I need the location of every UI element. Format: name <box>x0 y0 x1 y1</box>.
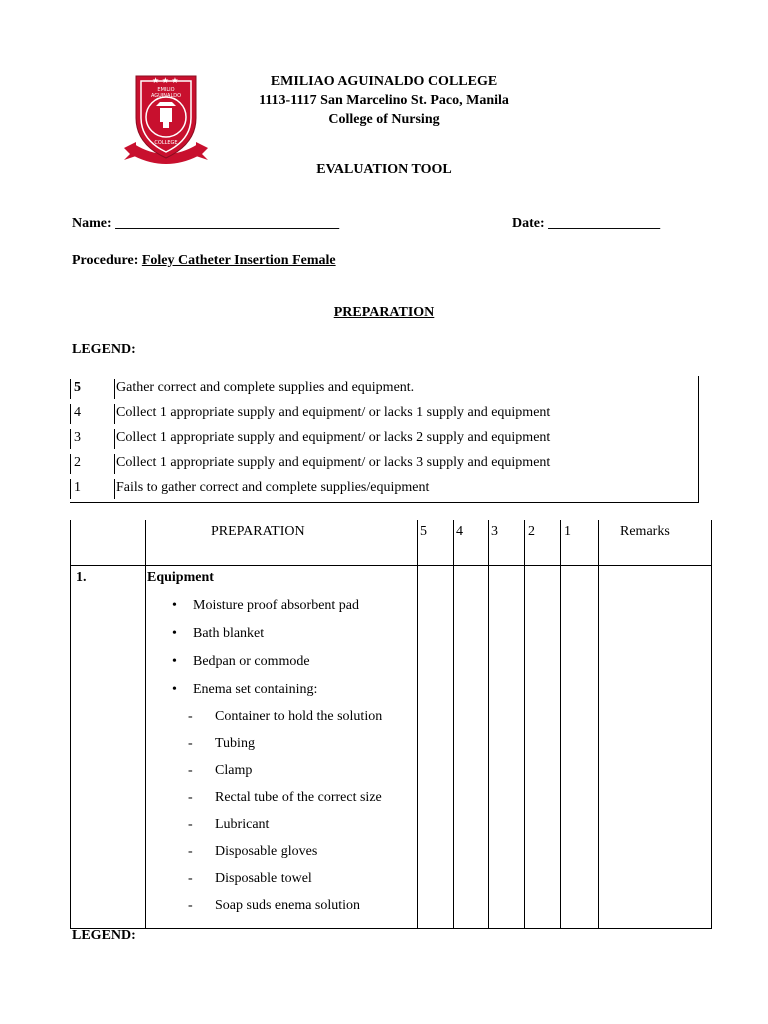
legend-text: Collect 1 appropriate supply and equipment/ or lacks 2 supply and equipment <box>116 430 551 445</box>
date-field[interactable] <box>512 216 660 232</box>
procedure-value: Foley Catheter Insertion Female <box>141 253 336 268</box>
logo-text-bottom: COLLEGE <box>154 140 178 146</box>
legend-text: Collect 1 appropriate supply and equipment/ or lacks 3 supply and equipment <box>116 455 551 470</box>
legend-row <box>70 426 698 451</box>
procedure-label: Procedure: <box>72 253 139 268</box>
header-block <box>184 72 584 129</box>
dash-icon: - <box>188 817 193 832</box>
legend-table <box>70 376 699 503</box>
date-label: Date: <box>512 216 545 231</box>
legend-score: 4 <box>74 405 81 420</box>
legend-row <box>70 451 698 476</box>
sub-item-text: Soap suds enema solution <box>215 898 361 913</box>
header-remarks: Remarks <box>620 524 670 539</box>
list-item-text: Bedpan or commode <box>193 654 310 669</box>
legend-text: Collect 1 appropriate supply and equipment/ or lacks 1 supply and equipment <box>116 405 551 420</box>
sub-item-text: Container to hold the solution <box>215 709 383 724</box>
legend-score: 3 <box>74 430 81 445</box>
college-address: 1113-1117 San Marcelino St. Paco, Manila <box>259 93 509 108</box>
legend-text: Gather correct and complete supplies and equipment. <box>116 380 415 395</box>
row-title: Equipment <box>147 570 214 585</box>
header-score-4: 4 <box>456 524 463 539</box>
college-department: College of Nursing <box>328 112 440 127</box>
name-blank[interactable]: ________________________________ <box>115 216 340 231</box>
dash-icon: - <box>188 898 193 913</box>
row-number: 1. <box>76 570 87 585</box>
evaluation-table <box>70 520 712 929</box>
name-label: Name: <box>72 216 112 231</box>
list-item-text: Enema set containing: <box>193 682 318 697</box>
header-score-5: 5 <box>420 524 427 539</box>
dash-icon: - <box>188 844 193 859</box>
list-item-text: Bath blanket <box>193 626 265 641</box>
dash-icon: - <box>188 736 193 751</box>
dash-icon: - <box>188 871 193 886</box>
sub-item-text: Disposable gloves <box>215 844 318 859</box>
dash-icon: - <box>188 790 193 805</box>
sub-item-text: Lubricant <box>215 817 270 832</box>
list-item-text: Moisture proof absorbent pad <box>193 598 360 613</box>
name-field[interactable] <box>72 216 339 232</box>
legend-text: Fails to gather correct and complete supplies/equipment <box>116 480 430 495</box>
bullet-icon: • <box>172 682 177 697</box>
sub-item-text: Clamp <box>215 763 253 778</box>
legend-score: 5 <box>74 380 81 395</box>
legend-label: LEGEND: <box>72 342 136 357</box>
page-title: EVALUATION TOOL <box>316 162 452 177</box>
college-name: EMILIAO AGUINALDO COLLEGE <box>270 74 498 89</box>
header-score-2: 2 <box>528 524 535 539</box>
legend-row <box>70 476 698 501</box>
sub-item-text: Disposable towel <box>215 871 312 886</box>
legend-score: 1 <box>74 480 81 495</box>
legend-row <box>70 376 698 401</box>
dash-icon: - <box>188 709 193 724</box>
sub-item-text: Rectal tube of the correct size <box>215 790 382 805</box>
bullet-icon: • <box>172 654 177 669</box>
bullet-icon: • <box>172 626 177 641</box>
date-blank[interactable]: ________________ <box>548 216 661 231</box>
bullet-icon: • <box>172 598 177 613</box>
logo-stars: ★ ★ ★ <box>152 76 179 85</box>
footer-legend-label: LEGEND: <box>72 928 136 943</box>
dash-icon: - <box>188 763 193 778</box>
legend-score: 2 <box>74 455 81 470</box>
sub-item-text: Tubing <box>215 736 255 751</box>
logo-text-top: EMILIO AGUINALDO <box>150 87 182 99</box>
header-score-1: 1 <box>564 524 571 539</box>
legend-row <box>70 401 698 426</box>
header-score-3: 3 <box>491 524 498 539</box>
section-heading: PREPARATION <box>333 305 435 320</box>
procedure-row <box>72 253 336 269</box>
header-preparation: PREPARATION <box>211 524 305 539</box>
